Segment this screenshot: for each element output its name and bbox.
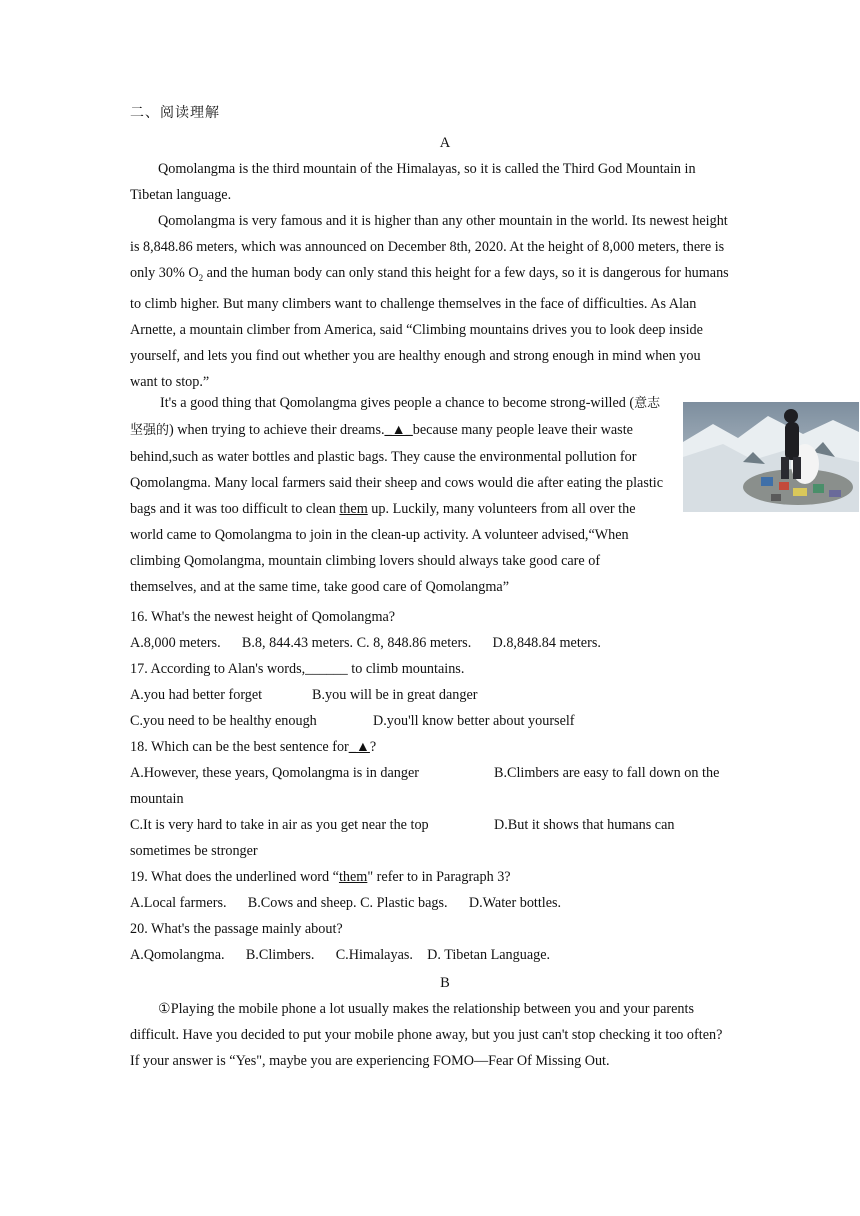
question-17-stem: 17. According to Alan's words,______ to climb mountains.	[130, 661, 465, 677]
question-18-option-c: C.It is very hard to take in air as you get near the top	[130, 817, 429, 833]
question-19-stem: 19. What does the underlined word “them" refer to in Paragraph 3?	[130, 869, 511, 885]
blank-marker: _▲_	[384, 422, 413, 438]
question-20-stem: 20. What's the passage mainly about?	[130, 921, 343, 937]
passage-a-paragraph-3: It's a good thing that Qomolangma gives people a chance to become strong-willed (意志坚强的) when trying to achieve their dreams._▲_because many people leave their waste behind,such as water bottles and plastic bags. They cause the environmental pollution for Qomolangma. Many local farmers said their sheep and cows would die after eating the plastic bags and it was too difficult to clean them up. Luckily, many volunteers from all over the world came to Qomolangma to join in the clean-up activity. A volunteer advised,“When climbing Qomolangma, mountain climbing lovers should always take good care of themselves, and at the same time, take good care of Qomolangma”	[130, 395, 664, 595]
passage-a-body	[130, 156, 730, 395]
passage-a-label: A	[439, 135, 451, 151]
chinese-gloss: 意志坚强的	[130, 396, 661, 438]
question-16-stem: 16. What's the newest height of Qomolangma?	[130, 609, 396, 625]
question-18-options-cd	[130, 812, 730, 864]
passage-b-body	[130, 996, 730, 1074]
passage-b-label: B	[440, 975, 450, 991]
underlined-word: them	[338, 869, 368, 885]
underlined-word: them	[339, 501, 368, 517]
question-18-option-b: B.Climbers are easy to fall down on the mountain	[130, 765, 720, 807]
question-17-option-c: C.you need to be healthy enough	[130, 713, 317, 729]
question-17-row-1	[130, 682, 730, 708]
question-17-option-d: D.you'll know better about yourself	[373, 713, 575, 729]
question-18-option-a: A.However, these years, Qomolangma is in danger	[130, 765, 420, 781]
section-heading: 二、阅读理解	[130, 105, 220, 121]
question-18-stem: 18. Which can be the best sentence for_▲?	[130, 739, 377, 755]
mountain-cleanup-photo	[683, 402, 859, 512]
question-17-option-b: B.you will be in great danger	[312, 687, 478, 703]
question-18-options-ab	[130, 760, 730, 812]
blank-marker: _▲	[348, 739, 370, 755]
question-block	[130, 604, 730, 968]
question-20-options: A.Qomolangma. B.Climbers. C.Himalayas. D. Tibetan Language.	[130, 947, 551, 963]
question-19-options: A.Local farmers. B.Cows and sheep. C. Plastic bags. D.Water bottles.	[130, 895, 562, 911]
question-16-options: A.8,000 meters. B.8, 844.43 meters. C. 8, 848.86 meters. D.8,848.84 meters.	[130, 635, 601, 651]
question-17-option-a: A.you had better forget	[130, 687, 263, 703]
passage-a-paragraph-1: Qomolangma is the third mountain of the Himalayas, so it is called the Third God Mountain in Tibetan language.	[130, 161, 696, 203]
question-17-row-2	[130, 708, 730, 734]
question-18-option-d: D.But it shows that humans can sometimes be stronger	[130, 817, 675, 859]
passage-a-paragraph-2: Qomolangma is very famous and it is higher than any other mountain in the world. Its newest height is 8,848.86 meters, which was announced on December 8th, 2020. At the height of 8,000 meters, there is only 30% $O_2$ and the human body can only stand this height for a few days, so it is dangerous for humans to climb higher. But many climbers want to challenge themselves in the face of difficulties. As Alan Arnette, a mountain climber from America, said “Climbing mountains drives you to look deep inside yourself, and lets you find out whether you are healthy enough and strong enough in mind when you want to stop.”	[130, 213, 729, 390]
passage-b-paragraph-1: ①Playing the mobile phone a lot usually makes the relationship between you and your parents difficult. Have you decided to put your mobile phone away, but you just can't stop checking it too often? If your answer is “Yes", maybe you are experiencing FOMO—Fear Of Missing Out.	[130, 1001, 723, 1069]
